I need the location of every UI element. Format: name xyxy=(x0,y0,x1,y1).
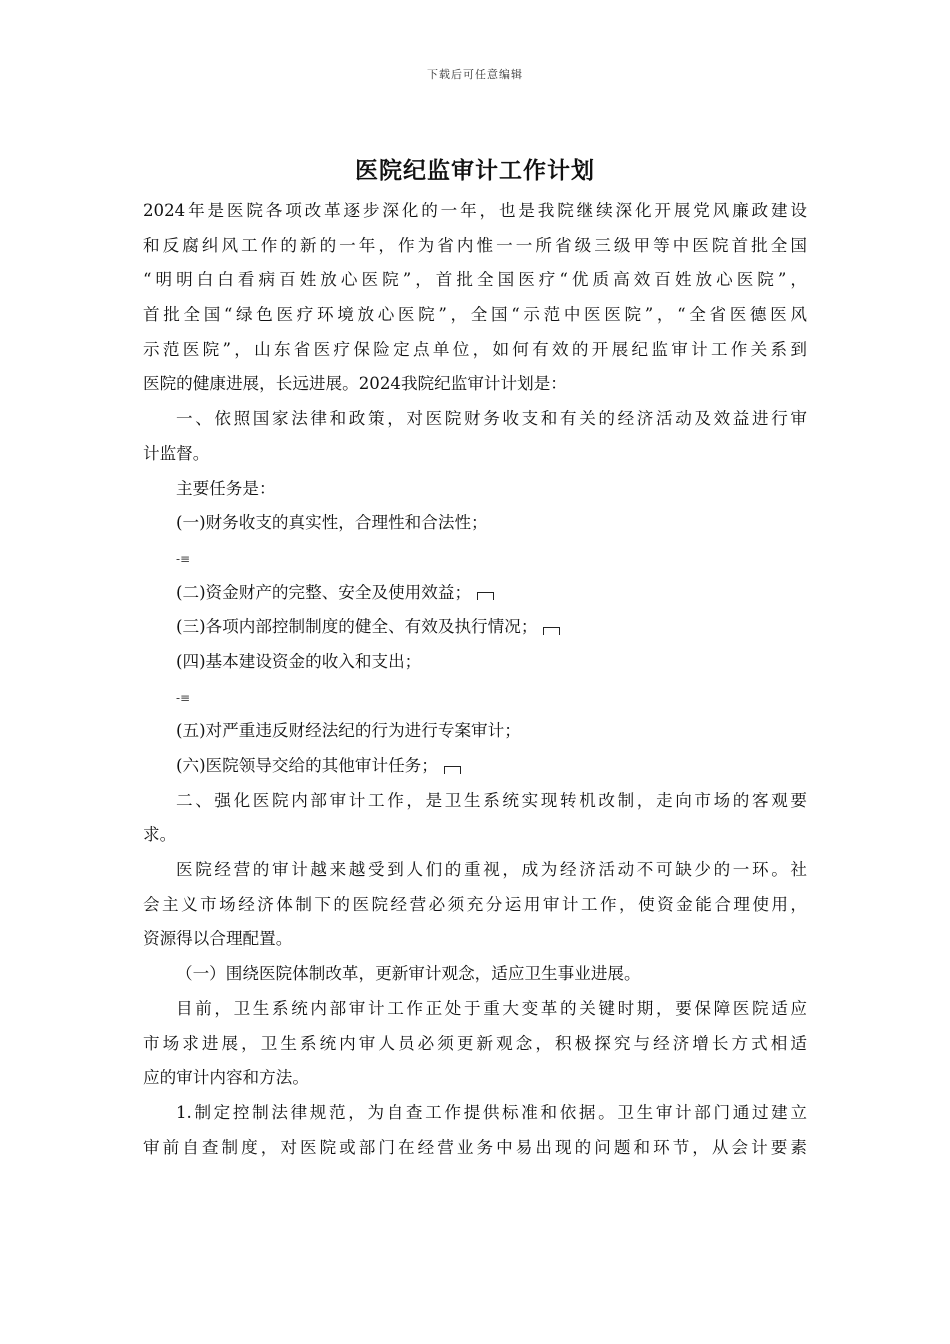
list-marker: -≡ xyxy=(176,690,191,705)
line-text: “明明白白看病百姓放心医院”，首批全国医疗“优质高效百姓放心医院”， xyxy=(143,270,807,290)
text-line xyxy=(143,333,807,368)
line-text: （一）围绕医院体制改革，更新审计观念，适应卫生事业进展。 xyxy=(176,964,641,984)
text-line xyxy=(143,402,807,437)
text-line xyxy=(143,541,807,576)
line-text: (四)基本建设资金的收入和支出； xyxy=(176,651,422,671)
line-text: (二)资金财产的完整、安全及使用效益； xyxy=(176,582,472,602)
text-line xyxy=(143,367,807,402)
line-text: 2024年是医院各项改革逐步深化的一年，也是我院继续深化开展党风廉政建设 xyxy=(143,201,807,220)
text-line xyxy=(143,1027,807,1062)
text-line xyxy=(143,1096,807,1131)
text-line xyxy=(143,784,807,819)
line-text: 医院经营的审计越来越受到人们的重视，成为经济活动不可缺少的一环。社 xyxy=(176,860,807,880)
line-text: 市场求进展，卫生系统内审人员必须更新观念，积极探究与经济增长方式相适 xyxy=(143,1033,807,1053)
line-text: 1.制定控制法律规范，为自查工作提供标准和依据。卫生审计部门通过建立 xyxy=(176,1102,807,1122)
text-line xyxy=(143,576,807,611)
line-text: 主要任务是： xyxy=(176,478,276,498)
text-line xyxy=(143,957,807,992)
document-title: 医院纪监审计工作计划 xyxy=(355,158,595,184)
text-line xyxy=(143,992,807,1027)
text-line xyxy=(143,645,807,680)
line-text: 会主义市场经济体制下的医院经营必须充分运用审计工作，使资金能合理使用， xyxy=(143,894,807,914)
bracket-mark-icon xyxy=(477,592,494,600)
bracket-mark-icon xyxy=(543,627,560,635)
header-note: 下载后可任意编辑 xyxy=(427,68,523,81)
line-text: 求。 xyxy=(143,825,177,845)
text-line xyxy=(143,1061,807,1096)
line-text: 应的审计内容和方法。 xyxy=(143,1068,309,1088)
text-line xyxy=(143,263,807,298)
line-text: 计监督。 xyxy=(143,443,210,463)
text-line xyxy=(143,610,807,645)
line-text: (六)医院领导交给的其他审计任务； xyxy=(176,756,438,775)
text-line xyxy=(143,229,807,264)
text-line xyxy=(143,298,807,333)
text-line xyxy=(143,472,807,507)
text-line xyxy=(143,922,807,957)
line-text: 一、依照国家法律和政策，对医院财务收支和有关的经济活动及效益进行审 xyxy=(176,409,807,429)
line-text: 医院的健康进展，长远进展。2024我院纪监审计计划是： xyxy=(143,374,567,394)
line-text: (三)各项内部控制制度的健全、有效及执行情况； xyxy=(176,617,538,637)
line-text: 示范医院”，山东省医疗保险定点单位，如何有效的开展纪监审计工作关系到 xyxy=(143,339,807,359)
text-line xyxy=(143,506,807,541)
line-text: 和反腐纠风工作的新的一年，作为省内惟一一所省级三级甲等中医院首批全国 xyxy=(143,235,807,255)
line-text: (五)对严重违反财经法纪的行为进行专案审计； xyxy=(176,721,521,741)
document-body xyxy=(143,194,807,1165)
line-text: 审前自查制度，对医院或部门在经营业务中易出现的问题和环节，从会计要素 xyxy=(143,1137,807,1157)
line-text: 目前，卫生系统内部审计工作正处于重大变革的关键时期，要保障医院适应 xyxy=(176,998,807,1018)
text-line xyxy=(143,1131,807,1166)
line-text: 首批全国“绿色医疗环境放心医院”，全国“示范中医医院”，“全省医德医风 xyxy=(143,305,807,325)
line-text: (一)财务收支的真实性，合理性和合法性； xyxy=(176,513,488,533)
text-line xyxy=(143,853,807,888)
list-marker: -≡ xyxy=(176,551,191,566)
text-line xyxy=(143,888,807,923)
text-line xyxy=(143,749,807,784)
text-line xyxy=(143,818,807,853)
text-line xyxy=(143,194,807,229)
text-line xyxy=(143,437,807,472)
line-text: 二、强化医院内部审计工作，是卫生系统实现转机改制，走向市场的客观要 xyxy=(176,790,807,810)
text-line xyxy=(143,714,807,749)
line-text: 资源得以合理配置。 xyxy=(143,929,293,949)
text-line xyxy=(143,680,807,715)
bracket-mark-icon xyxy=(444,766,461,774)
